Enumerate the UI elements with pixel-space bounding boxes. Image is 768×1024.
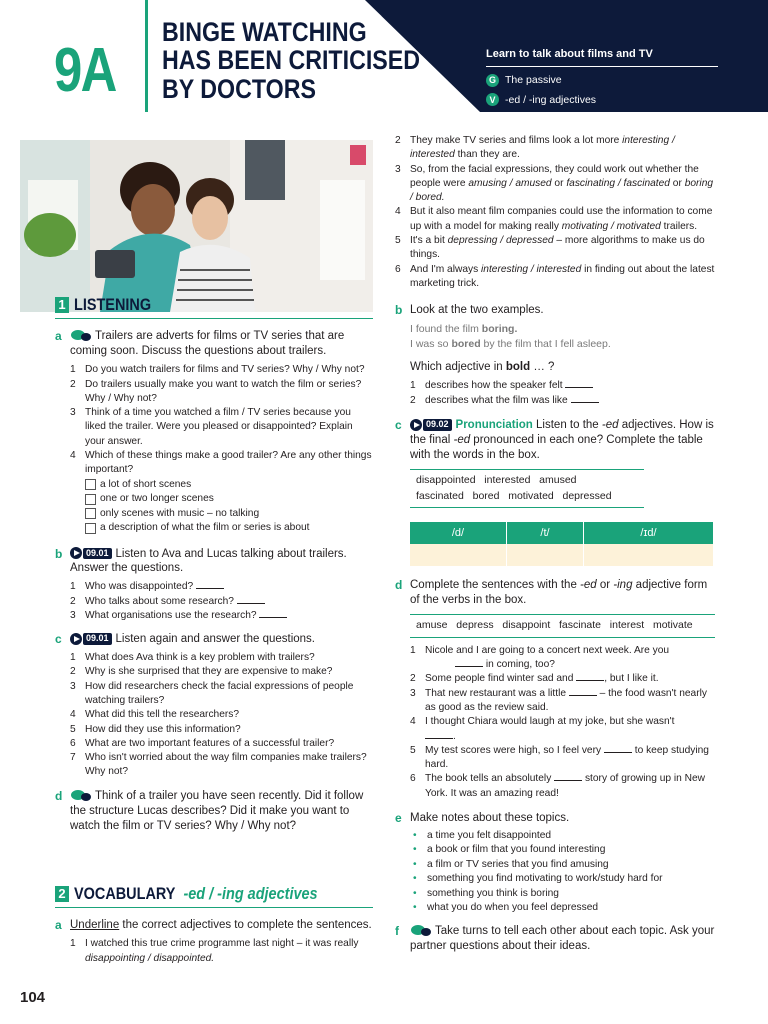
exercise-letter: b bbox=[395, 303, 403, 318]
goals-heading: Learn to talk about films and TV bbox=[486, 47, 718, 67]
list-item: 1 Who was disappointed? bbox=[70, 580, 373, 594]
exercise-instruction: Look at the two examples. bbox=[410, 304, 544, 317]
exercise-1a bbox=[55, 329, 373, 535]
exercise-2e bbox=[395, 811, 715, 916]
answer-blank[interactable] bbox=[237, 603, 265, 604]
list-item: • what you do when you feel depressed bbox=[410, 901, 715, 915]
list-item: 1 What does Ava think is a key problem with trailers? bbox=[70, 652, 315, 664]
question-list bbox=[70, 580, 373, 623]
list-item: • something you think is boring bbox=[410, 887, 715, 901]
section-number: 2 bbox=[55, 886, 69, 902]
list-item: 1 Nicole and I are going to a concert next week. Are you in coming, too? bbox=[410, 644, 670, 671]
play-icon[interactable] bbox=[70, 547, 82, 559]
page-number: 104 bbox=[20, 989, 46, 1006]
title-divider bbox=[145, 0, 148, 112]
right-column bbox=[395, 134, 715, 954]
checkbox[interactable] bbox=[85, 479, 96, 490]
table-cell[interactable] bbox=[506, 544, 583, 566]
adjective-options[interactable]: interesting / interested bbox=[410, 135, 675, 161]
list-item: • a time you felt disappointed bbox=[410, 829, 715, 843]
list-item: 2 Who talks about some research? bbox=[70, 595, 373, 609]
list-item: 4 What did this tell the researchers? bbox=[70, 709, 240, 721]
answer-blank[interactable] bbox=[259, 617, 287, 618]
list-item: • something you find motivating to work/study hard for bbox=[410, 872, 715, 886]
answer-blank[interactable] bbox=[604, 752, 632, 753]
list-item: 7 Who isn't worried about the way film companies make trailers? Why not? bbox=[70, 752, 367, 778]
exercise-letter: a bbox=[55, 329, 62, 344]
question-list bbox=[410, 644, 715, 801]
list-item: 4 Which of these things make a good trailer? Are any other things important? bbox=[70, 450, 372, 476]
goal-vocabulary bbox=[486, 93, 718, 107]
speaking-icon bbox=[410, 925, 432, 937]
section-number: 1 bbox=[55, 297, 69, 313]
adjective-options[interactable]: amusing / amused bbox=[468, 177, 552, 189]
list-item: 3 How did researchers check the facial expressions of people watching trailers? bbox=[70, 680, 354, 707]
audio-track-button[interactable]: 09.02 bbox=[410, 419, 452, 431]
exercise-instruction: Make notes about these topics. bbox=[410, 812, 570, 824]
exercise-instruction: Take turns to tell each other about each topic. Ask your partner questions about their ideas. bbox=[410, 924, 715, 952]
exercise-1c bbox=[55, 632, 373, 779]
vocabulary-header bbox=[55, 882, 373, 908]
exercise-instruction: 09.01 Listen again and answer the questions. bbox=[70, 632, 373, 647]
table-cell[interactable] bbox=[584, 544, 714, 566]
adjective-options[interactable]: boring / bored. bbox=[410, 177, 714, 204]
table-header: /ɪd/ bbox=[584, 522, 714, 544]
speaking-icon bbox=[70, 790, 92, 802]
question-list bbox=[70, 937, 373, 966]
checklist bbox=[85, 478, 373, 536]
adjective-options[interactable]: disappointing / disappointed. bbox=[85, 952, 215, 964]
checklist-item[interactable]: a description of what the film or series is about bbox=[85, 521, 373, 535]
answer-blank[interactable] bbox=[576, 680, 604, 681]
answer-blank[interactable] bbox=[565, 387, 593, 388]
exercise-letter: f bbox=[395, 923, 399, 938]
play-icon[interactable] bbox=[70, 633, 82, 645]
checklist-item[interactable]: only scenes with music – no talking bbox=[85, 507, 373, 521]
list-item: 1 I watched this true crime programme last night – it was really disappointing / disappointed. bbox=[70, 938, 359, 964]
answer-blank[interactable] bbox=[425, 738, 453, 739]
exercise-letter: d bbox=[395, 578, 403, 593]
exercise-letter: e bbox=[395, 811, 402, 825]
list-item: 5 How did they use this information? bbox=[70, 723, 241, 735]
question-list bbox=[70, 651, 373, 780]
list-item: 3 That new restaurant was a little – the food wasn't nearly as good as the review said. bbox=[410, 687, 707, 714]
list-item: 3 So, from the facial expressions, they could work out whether the people were amusing / amused or fascinating / fascinated or boring / bored. bbox=[395, 163, 714, 204]
exercise-2f bbox=[395, 924, 715, 954]
list-item: 2 Why is she surprised that they are expensive to make? bbox=[70, 666, 333, 678]
goal-text: The passive bbox=[505, 74, 562, 87]
answer-blank[interactable] bbox=[571, 402, 599, 403]
list-item: • a book or film that you found interesting bbox=[410, 843, 715, 857]
list-item: 3 What organisations use the research? bbox=[70, 609, 373, 623]
answer-blank[interactable] bbox=[455, 666, 483, 667]
exercise-2a bbox=[55, 918, 373, 966]
play-icon[interactable] bbox=[410, 419, 422, 431]
exercise-2d bbox=[395, 578, 715, 801]
list-item: 4 I thought Chiara would laugh at my joke, but she wasn't . bbox=[410, 716, 675, 742]
answer-blank[interactable] bbox=[569, 695, 597, 696]
exercise-1b bbox=[55, 547, 373, 624]
title-line-2: HAS BEEN CRITICISED bbox=[162, 45, 421, 76]
pronunciation-table bbox=[410, 522, 714, 566]
list-item: • a film or TV series that you find amusing bbox=[410, 858, 715, 872]
list-item: 6 And I'm always interesting / interested in finding out about the latest marketing trick. bbox=[395, 263, 715, 289]
list-item: 5 My test scores were high, so I feel very to keep studying hard. bbox=[410, 744, 709, 771]
exercise-letter: a bbox=[55, 918, 62, 933]
answer-blank[interactable] bbox=[196, 588, 224, 589]
listening-section bbox=[55, 293, 373, 834]
list-item: 6 What are two important features of a successful trailer? bbox=[70, 737, 335, 749]
exercise-instruction: Complete the sentences with the -ed or -ing adjective form of the verbs in the box. bbox=[410, 579, 708, 607]
adjective-options[interactable]: interesting / interested bbox=[481, 263, 582, 275]
title-line-1: BINGE WATCHING bbox=[162, 17, 367, 47]
exercise-2b bbox=[395, 303, 715, 408]
section-title: LISTENING bbox=[74, 295, 152, 314]
page-title bbox=[162, 18, 446, 103]
table-header: /t/ bbox=[506, 522, 583, 544]
title-line-3: BY DOCTORS bbox=[162, 73, 316, 104]
exercise-letter: c bbox=[55, 632, 62, 647]
list-item: 5 It's a bit depressing / depressed – more algorithms to make us do things. bbox=[395, 234, 705, 261]
exercise-instruction: Trailers are adverts for films or TV series that are coming soon. Discuss the questions about trailers. bbox=[70, 330, 345, 358]
question-list bbox=[395, 134, 715, 291]
word-box: amuse depress disappoint fascinate interest motivate bbox=[410, 614, 715, 638]
checkbox[interactable] bbox=[85, 508, 96, 519]
exercise-1d bbox=[55, 789, 373, 834]
list-item: 2 They make TV series and films look a lot more interesting / interested than they are. bbox=[395, 135, 675, 161]
exercise-instruction: 09.01 Listen to Ava and Lucas talking about trailers. Answer the questions. bbox=[70, 547, 347, 575]
unit-number: 9A bbox=[54, 36, 116, 105]
exercise-instruction: 09.02 Pronunciation Listen to the -ed adjectives. How is the final -ed pronounced in each one? Complete the table with the words in the box. bbox=[410, 418, 714, 461]
adjective-options[interactable]: fascinating / fascinated bbox=[566, 177, 670, 189]
grammar-badge-icon: G bbox=[486, 74, 499, 87]
couple-watching-tablet-photo bbox=[20, 140, 373, 312]
topic-list bbox=[410, 829, 715, 916]
exercise-letter: b bbox=[55, 546, 63, 561]
list-item: 2 Do trailers usually make you want to watch the film or series? Why / Why not? bbox=[70, 378, 362, 404]
learning-goals bbox=[486, 47, 718, 112]
list-item: 3 Think of a time you watched a film / TV series because you liked the trailer. Were you pleased or disappointed? Explain your answer. bbox=[70, 407, 353, 447]
adjective-options[interactable]: motivating / motivated bbox=[561, 220, 661, 232]
list-item: 6 The book tells an absolutely story of growing up in New York. It was an amazing read! bbox=[410, 773, 705, 799]
audio-track-button[interactable]: 09.01 bbox=[70, 547, 112, 559]
checklist-item[interactable]: one or two longer scenes bbox=[85, 492, 373, 506]
checklist-item[interactable]: a lot of short scenes bbox=[85, 478, 373, 492]
exercise-2c bbox=[395, 418, 715, 566]
list-item: 2 describes what the film was like bbox=[410, 394, 715, 408]
listening-header bbox=[55, 293, 373, 319]
checkbox[interactable] bbox=[85, 523, 96, 534]
list-item: 1 Do you watch trailers for films and TV series? Why / Why not? bbox=[70, 364, 365, 376]
audio-track-button[interactable]: 09.01 bbox=[70, 633, 112, 645]
list-item: 2 Some people find winter sad and , but I like it. bbox=[410, 673, 659, 685]
list-item: 1 describes how the speaker felt bbox=[410, 379, 715, 393]
exercise-instruction: Underline the correct adjectives to complete the sentences. bbox=[70, 919, 372, 932]
speaking-icon bbox=[70, 330, 92, 342]
vocabulary-badge-icon: V bbox=[486, 93, 499, 106]
table-cell[interactable] bbox=[410, 544, 506, 566]
question-list bbox=[70, 363, 373, 477]
word-box: disappointed interested amused fascinated bored motivated depressed bbox=[410, 469, 644, 509]
exercise-letter: d bbox=[55, 788, 63, 803]
example-sentences: I found the film boring. I was so bored by the film that I fell asleep. bbox=[410, 323, 611, 351]
exercise-letter: c bbox=[395, 417, 402, 432]
question-list bbox=[410, 379, 715, 408]
list-item: 4 But it also meant film companies could use the information to come up with a model for making really motivating / motivated trailers. bbox=[395, 206, 713, 232]
adjective-options[interactable]: depressing / depressed bbox=[447, 234, 554, 246]
answer-blank[interactable] bbox=[554, 780, 582, 781]
goal-grammar bbox=[486, 73, 718, 87]
section-title: VOCABULARY -ed / -ing adjectives bbox=[74, 884, 318, 903]
goal-text: -ed / -ing adjectives bbox=[505, 93, 597, 106]
bold-question: Which adjective in bold … ? bbox=[410, 361, 555, 374]
table-header: /d/ bbox=[410, 522, 506, 544]
exercise-instruction: Think of a trailer you have seen recently. Did it follow the structure Lucas describes? Did it make you want to watch the film or TV series? Why / Why not? bbox=[70, 789, 364, 832]
checkbox[interactable] bbox=[85, 494, 96, 505]
vocabulary-section bbox=[55, 882, 373, 966]
